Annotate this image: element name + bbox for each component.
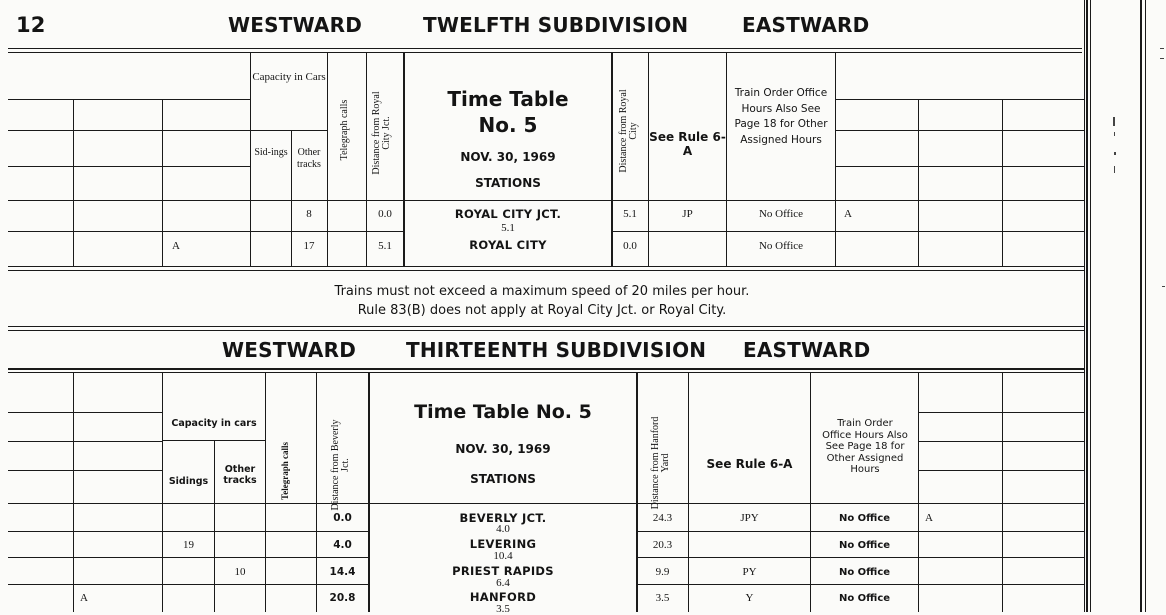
twelfth-row2-dist: 5.1 — [378, 240, 392, 252]
notes-rule-2 — [8, 330, 1084, 331]
page-number: 12 — [16, 13, 46, 37]
thirteenth-row4-dist2: 3.5 — [655, 592, 670, 604]
thirteenth-between-2: 10.4 — [493, 550, 513, 562]
thirteenth-eastward-label: EASTWARD — [743, 338, 871, 362]
thirteenth-row4-dist: 20.8 — [329, 592, 356, 604]
right-border-line-2 — [1090, 0, 1091, 612]
twelfth-timetable-title: Time Table No. 5 — [447, 87, 569, 137]
right-border-line — [1086, 0, 1088, 612]
thirteenth-stations-label: STATIONS — [470, 472, 536, 486]
thirteenth-row1-office: No Office — [838, 513, 891, 524]
thirteenth-train-order-note: Train Order Office Hours Also See Page 18 for Other Assigned Hours — [822, 418, 908, 475]
twelfth-subdivision-title: TWELFTH SUBDIVISION — [423, 13, 689, 37]
binding-line-2 — [1145, 0, 1146, 612]
twelfth-row1-dist: 0.0 — [378, 208, 392, 220]
thirteenth-between-1: 4.0 — [496, 523, 510, 535]
twelfth-capacity-label: Capacity in Cars — [252, 71, 326, 83]
thirteenth-row3-calls: PY — [742, 566, 757, 578]
thirteenth-distance-from-label: Distance from Beverly Jct. — [330, 419, 351, 511]
thirteenth-row1-right-mark: A — [925, 512, 933, 524]
twelfth-between-1: 5.1 — [501, 222, 515, 234]
twelfth-row1-other: 8 — [306, 208, 312, 220]
thirteenth-row2-sidings: 19 — [183, 539, 194, 551]
speed-restriction-note: Trains must not exceed a maximum speed of 20 miles per hour. — [334, 284, 750, 299]
rule-83b-note: Rule 83(B) does not apply at Royal City Jct. or Royal City. — [357, 303, 727, 318]
thirteenth-timetable-date: NOV. 30, 1969 — [455, 442, 551, 456]
twelfth-header-rule-2 — [8, 52, 1082, 53]
thirteenth-between-3: 6.4 — [496, 577, 510, 589]
thirteenth-row2-station: LEVERING — [469, 537, 537, 551]
thirteenth-row4-left-mark: A — [80, 592, 88, 604]
thirteenth-westward-label: WESTWARD — [222, 338, 357, 362]
thirteenth-row3-dist: 14.4 — [329, 566, 356, 578]
twelfth-row1-right-mark: A — [844, 208, 852, 220]
thirteenth-subdivision-title: THIRTEENTH SUBDIVISION — [406, 338, 707, 362]
twelfth-row1-office: No Office — [758, 208, 804, 220]
twelfth-sidings-label: Sid-ings — [254, 147, 288, 158]
twelfth-row2-station: ROYAL CITY — [469, 238, 547, 252]
thirteenth-capacity-label: Capacity in cars — [171, 418, 257, 429]
thirteenth-row2-dist: 4.0 — [333, 539, 352, 551]
twelfth-telegraph-label: Telegraph calls — [339, 99, 350, 161]
twelfth-train-order-note: Train Order Office Hours Also See Page 18 for Other Assigned Hours — [734, 87, 828, 146]
thirteenth-row3-station: PRIEST RAPIDS — [452, 564, 554, 578]
twelfth-row2-other: 17 — [303, 240, 315, 252]
twelfth-row1-dist2: 5.1 — [623, 208, 637, 220]
twelfth-row2-office: No Office — [758, 240, 804, 252]
twelfth-distance-to-label: Distance from Royal City — [618, 89, 639, 173]
thirteenth-see-rule: See Rule 6-A — [706, 457, 793, 471]
twelfth-timetable-date: NOV. 30, 1969 — [460, 150, 556, 164]
twelfth-row2-dist2: 0.0 — [623, 240, 637, 252]
thirteenth-between-4: 3.5 — [496, 603, 510, 615]
thirteenth-sidings-label: Sidings — [168, 476, 209, 487]
thirteenth-row4-office: No Office — [838, 593, 891, 604]
thirteenth-row2-office: No Office — [838, 540, 891, 551]
thirteenth-row2-dist2: 20.3 — [652, 539, 673, 551]
twelfth-row1-calls: JP — [682, 208, 693, 220]
thirteenth-row4-calls: Y — [745, 592, 754, 604]
thirteenth-row1-dist2: 24.3 — [652, 512, 673, 524]
twelfth-eastward-label: EASTWARD — [742, 13, 870, 37]
thirteenth-row3-dist2: 9.9 — [655, 566, 670, 578]
thirteenth-timetable-title: Time Table No. 5 — [414, 401, 592, 423]
thirteenth-header-rule — [8, 368, 1084, 370]
binding-line — [1140, 0, 1142, 612]
thirteenth-row4-station: HANFORD — [469, 590, 537, 604]
twelfth-row2-left-mark: A — [172, 240, 180, 252]
thirteenth-distance-to-label: Distance from Hanford Yard — [650, 416, 671, 510]
twelfth-distance-from-label: Distance from Royal City Jct. — [371, 91, 392, 175]
twelfth-header-rule — [8, 48, 1082, 49]
thirteenth-telegraph-label: Telegraph calls — [280, 442, 290, 500]
twelfth-other-tracks-label: Other tracks — [297, 147, 321, 170]
thirteenth-row3-office: No Office — [838, 567, 891, 578]
twelfth-see-rule: See Rule 6-A — [649, 130, 726, 158]
twelfth-stations-label: STATIONS — [475, 176, 541, 190]
thirteenth-other-tracks-label: Other tracks — [223, 464, 257, 486]
twelfth-westward-label: WESTWARD — [228, 13, 363, 37]
thirteenth-row1-dist: 0.0 — [333, 512, 352, 524]
thirteenth-row3-other: 10 — [234, 566, 246, 578]
thirteenth-header-rule-2 — [8, 372, 1084, 373]
thirteenth-row1-station: BEVERLY JCT. — [459, 511, 547, 525]
thirteenth-row1-calls: JPY — [740, 512, 759, 524]
notes-rule — [8, 326, 1084, 327]
twelfth-row1-station: ROYAL CITY JCT. — [454, 207, 562, 221]
